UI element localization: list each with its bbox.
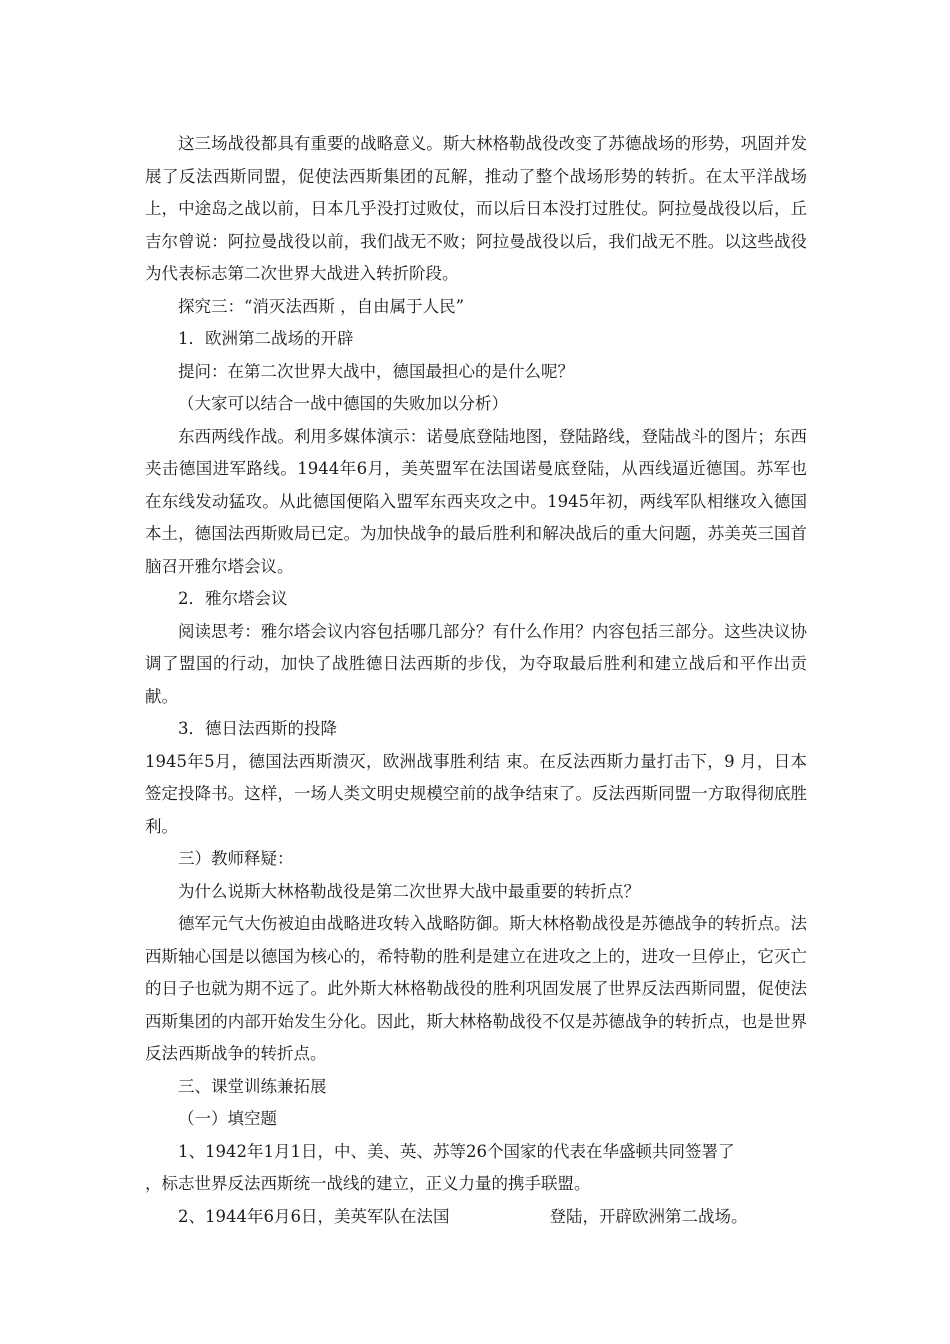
question-2-part-1: 2、1944年6月6日，美英军队在法国 bbox=[178, 1206, 450, 1226]
question-text: 提问：在第二次世界大战中，德国最担心的是什么呢？ bbox=[178, 361, 574, 381]
paragraph-surrender: 1945年5月，德国法西斯溃灭，欧洲战事胜利结 束。在反法西斯力量打击下，9 月，日本签定投降书。这样，一场人类文明史规模空前的战争结束了。反法西斯同盟一方取得彻底胜利。 bbox=[145, 751, 807, 836]
paragraph-significance: 这三场战役都具有重要的战略意义。斯大林格勒战役改变了苏德战场的形势，巩固并发展了反法西斯同盟，促使法西斯集团的瓦解，推动了整个战场形势的转折。在太平洋战场上，中途岛之战以前，日本几乎没打过败仗，而以后日本没打过胜仗。阿拉曼战役以后，丘吉尔曾说：阿拉曼战役以前，我们战无不败；阿拉曼战役以后，我们战无不胜。以这些战役为代表标志第二次世界大战进入转折阶段。 bbox=[145, 134, 807, 283]
heading-second-front: 1．欧洲第二战场的开辟 bbox=[178, 329, 354, 348]
paragraph-stalingrad: 德军元气大伤被迫由战略进攻转入战略防御。斯大林格勒战役是苏德战争的转折点。法西斯轴心国是以德国为核心的，希特勒的胜利是建立在进攻之上的，进攻一旦停止，它灭亡的日子也就为期不远了。此外斯大林格勒战役的胜利巩固发展了世界反法西斯同盟，促使法西斯集团的内部开始发生分化。因此，斯大林格勒战役不仅是苏德战争的转折点，也是世界反法西斯战争的转折点。 bbox=[145, 914, 807, 1063]
section-heading-exercises: 三、课堂训练兼拓展 bbox=[178, 1076, 327, 1096]
teacher-heading: 三）教师释疑： bbox=[178, 849, 294, 868]
question-1-line-1: 1、1942年1月1日，中、美、英、苏等26个国家的代表在华盛顿共同签署了 bbox=[178, 1141, 735, 1161]
document-body bbox=[145, 128, 807, 1233]
explore-heading: 探究三：“消灭法西斯 ，自由属于人民” bbox=[178, 296, 465, 316]
question-2 bbox=[145, 1201, 807, 1234]
hint-text: （大家可以结合一战中德国的失败加以分析） bbox=[178, 394, 508, 413]
heading-surrender: 3．德日法西斯的投降 bbox=[178, 719, 337, 738]
heading-yalta: 2．雅尔塔会议 bbox=[178, 589, 288, 608]
fill-in-title: （一）填空题 bbox=[178, 1109, 277, 1128]
question-2-part-2: 登陆，开辟欧洲第二战场。 bbox=[549, 1206, 748, 1226]
why-question: 为什么说斯大林格勒战役是第二次世界大战中最重要的转折点？ bbox=[178, 881, 640, 901]
paragraph-yalta: 阅读思考：雅尔塔会议内容包括哪几部分？有什么作用？内容包括三部分。这些决议协调了盟国的行动，加快了战胜德日法西斯的步伐，为夺取最后胜利和建立战后和平作出贡献。 bbox=[145, 621, 807, 706]
paragraph-two-fronts: 东西两线作战。利用多媒体演示：诺曼底登陆地图，登陆路线，登陆战斗的图片；东西夹击德国进军路线。1944年6月，美英盟军在法国诺曼底登陆，从西线逼近德国。苏军也在东线发动猛攻。从此德国便陷入盟军东西夹攻之中。1945年初，两线军队相继攻入德国本土，德国法西斯败局已定。为加快战争的最后胜利和解决战后的重大问题，苏美英三国首脑召开雅尔塔会议。 bbox=[145, 426, 807, 576]
question-1-line-2: ，标志世界反法西斯统一战线的建立，正义力量的携手联盟。 bbox=[145, 1174, 591, 1193]
